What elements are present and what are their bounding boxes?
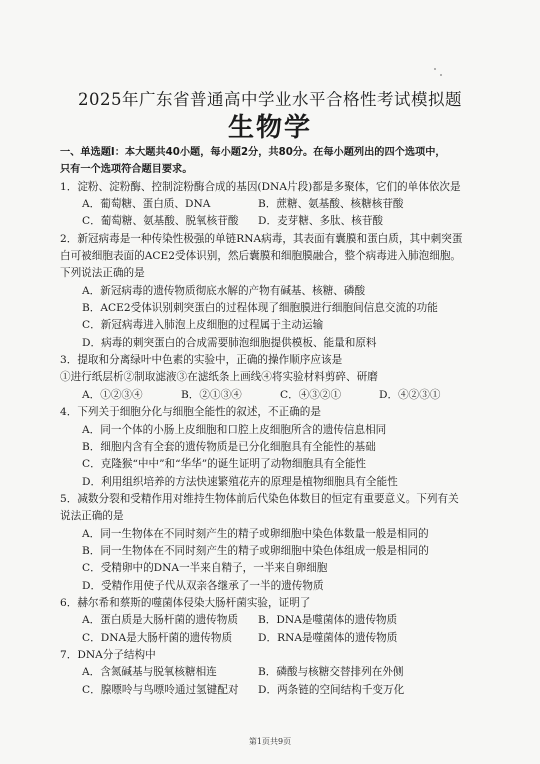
question-stem: 下列说法正确的是 bbox=[60, 267, 145, 280]
speck bbox=[440, 74, 442, 76]
exam-title: 2025年广东省普通高中学业水平合格性考试模拟题 bbox=[78, 90, 462, 109]
option-c: C．④③②① bbox=[280, 388, 342, 401]
option-d: D．RNA是噬菌体的遗传物质 bbox=[258, 631, 398, 644]
option-d: D．受精作用使子代从双亲各继承了一半的遗传物质 bbox=[82, 579, 324, 592]
option-b: B．磷酸与核糖交替排列在外侧 bbox=[258, 666, 404, 679]
option-row bbox=[60, 664, 500, 681]
question-stem: 说法正确的是 bbox=[60, 510, 124, 523]
option-a: A．葡萄糖、蛋白质、DNA bbox=[82, 198, 211, 211]
option-d: D．病毒的刺突蛋白的合成需要肺泡细胞提供模板、能量和原料 bbox=[82, 336, 377, 349]
option-d: D．两条链的空间结构千变万化 bbox=[258, 683, 405, 696]
option-row bbox=[60, 387, 500, 404]
question-stem: 3．提取和分离绿叶中色素的实验中，正确的操作顺序应该是 bbox=[60, 354, 343, 367]
option-d: D．麦芽糖、多肽、核苷酸 bbox=[258, 215, 384, 228]
option-b: B．同一生物体在不同时刻产生的精子或卵细胞中染色体组成一般是相同的 bbox=[82, 544, 429, 557]
page-number: 第1页共9页 bbox=[248, 737, 292, 746]
option-row bbox=[60, 682, 500, 699]
section-heading: 一、单选题I：本大题共40小题，每小题2分，共80分。在每小题列出的四个选项中， bbox=[60, 147, 446, 158]
option-row bbox=[60, 196, 500, 213]
option-b: B．②①③④ bbox=[181, 388, 242, 401]
option-c: C．克隆猴“中中”和“华华”的诞生证明了动物细胞具有全能性 bbox=[82, 458, 367, 471]
option-a: A．①②③④ bbox=[82, 388, 143, 401]
option-b: B．DNA是噬菌体的遗传物质 bbox=[258, 614, 398, 627]
question-steps: ①进行纸层析②制取滤液③在滤纸条上画线④将实验材料剪碎、研磨 bbox=[60, 371, 378, 384]
option-c: C．受精卵中的DNA一半来自精子，一半来自卵细胞 bbox=[82, 562, 328, 575]
option-row bbox=[60, 213, 500, 230]
option-a: A．含氮碱基与脱氧核糖相连 bbox=[82, 666, 217, 679]
option-b: B．细胞内含有全套的遗传物质是已分化细胞具有全能性的基础 bbox=[82, 440, 376, 453]
section-heading: 只有一个选项符合题目要求。 bbox=[60, 164, 193, 176]
option-b: B．蔗糖、氨基酸、核糖核苷酸 bbox=[258, 198, 404, 211]
option-c: C．新冠病毒进入肺泡上皮细胞的过程属于主动运输 bbox=[82, 319, 324, 332]
option-row bbox=[60, 630, 500, 647]
option-d: D．④②③① bbox=[379, 388, 441, 401]
option-d: D．利用组织培养的方法快速繁殖花卉的原理是植物细胞具有全能性 bbox=[82, 475, 398, 488]
option-row bbox=[60, 612, 500, 629]
question-stem: 7．DNA分子结构中 bbox=[60, 648, 156, 661]
option-a: A．同一个体的小肠上皮细胞和口腔上皮细胞所含的遗传信息相同 bbox=[82, 423, 387, 436]
question-body bbox=[60, 144, 500, 699]
option-b: B．ACE2受体识别刺突蛋白的过程体现了细胞膜进行细胞间信息交流的功能 bbox=[82, 302, 438, 315]
option-c: C．葡萄糖、氨基酸、脱氧核苷酸 bbox=[82, 215, 239, 228]
question-stem: 2．新冠病毒是一种传染性极强的单链RNA病毒，其表面有囊膜和蛋白质，其中刺突蛋 bbox=[60, 232, 463, 245]
speck bbox=[434, 68, 436, 70]
question-stem: 5．减数分裂和受精作用对维持生物体前后代染色体数目的恒定有重要意义。下列有关 bbox=[60, 492, 459, 505]
option-c: C．DNA是大肠杆菌的遗传物质 bbox=[82, 631, 233, 644]
question-stem: 4．下列关于细胞分化与细胞全能性的叙述，不正确的是 bbox=[60, 406, 321, 419]
question-stem: 6．赫尔希和蔡斯的噬菌体侵染大肠杆菌实验，证明了 bbox=[60, 596, 311, 609]
option-a: A．蛋白质是大肠杆菌的遗传物质 bbox=[82, 614, 238, 627]
option-a: A．同一生物体在不同时刻产生的精子或卵细胞中染色体数量一般是相同的 bbox=[82, 527, 429, 540]
option-a: A．新冠病毒的遗传物质彻底水解的产物有碱基、核糖、磷酸 bbox=[82, 284, 366, 297]
option-c: C．腺嘌呤与鸟嘌呤通过氢键配对 bbox=[82, 683, 239, 696]
question-stem: 白可被细胞表面的ACE2受体识别，然后囊膜和细胞膜融合，整个病毒进入肺泡细胞。 bbox=[60, 250, 462, 263]
question-stem: 1．淀粉、淀粉酶、控制淀粉酶合成的基因(DNA片段)都是多聚体，它们的单体依次是 bbox=[60, 180, 461, 193]
subject-title: 生物学 bbox=[227, 113, 312, 143]
